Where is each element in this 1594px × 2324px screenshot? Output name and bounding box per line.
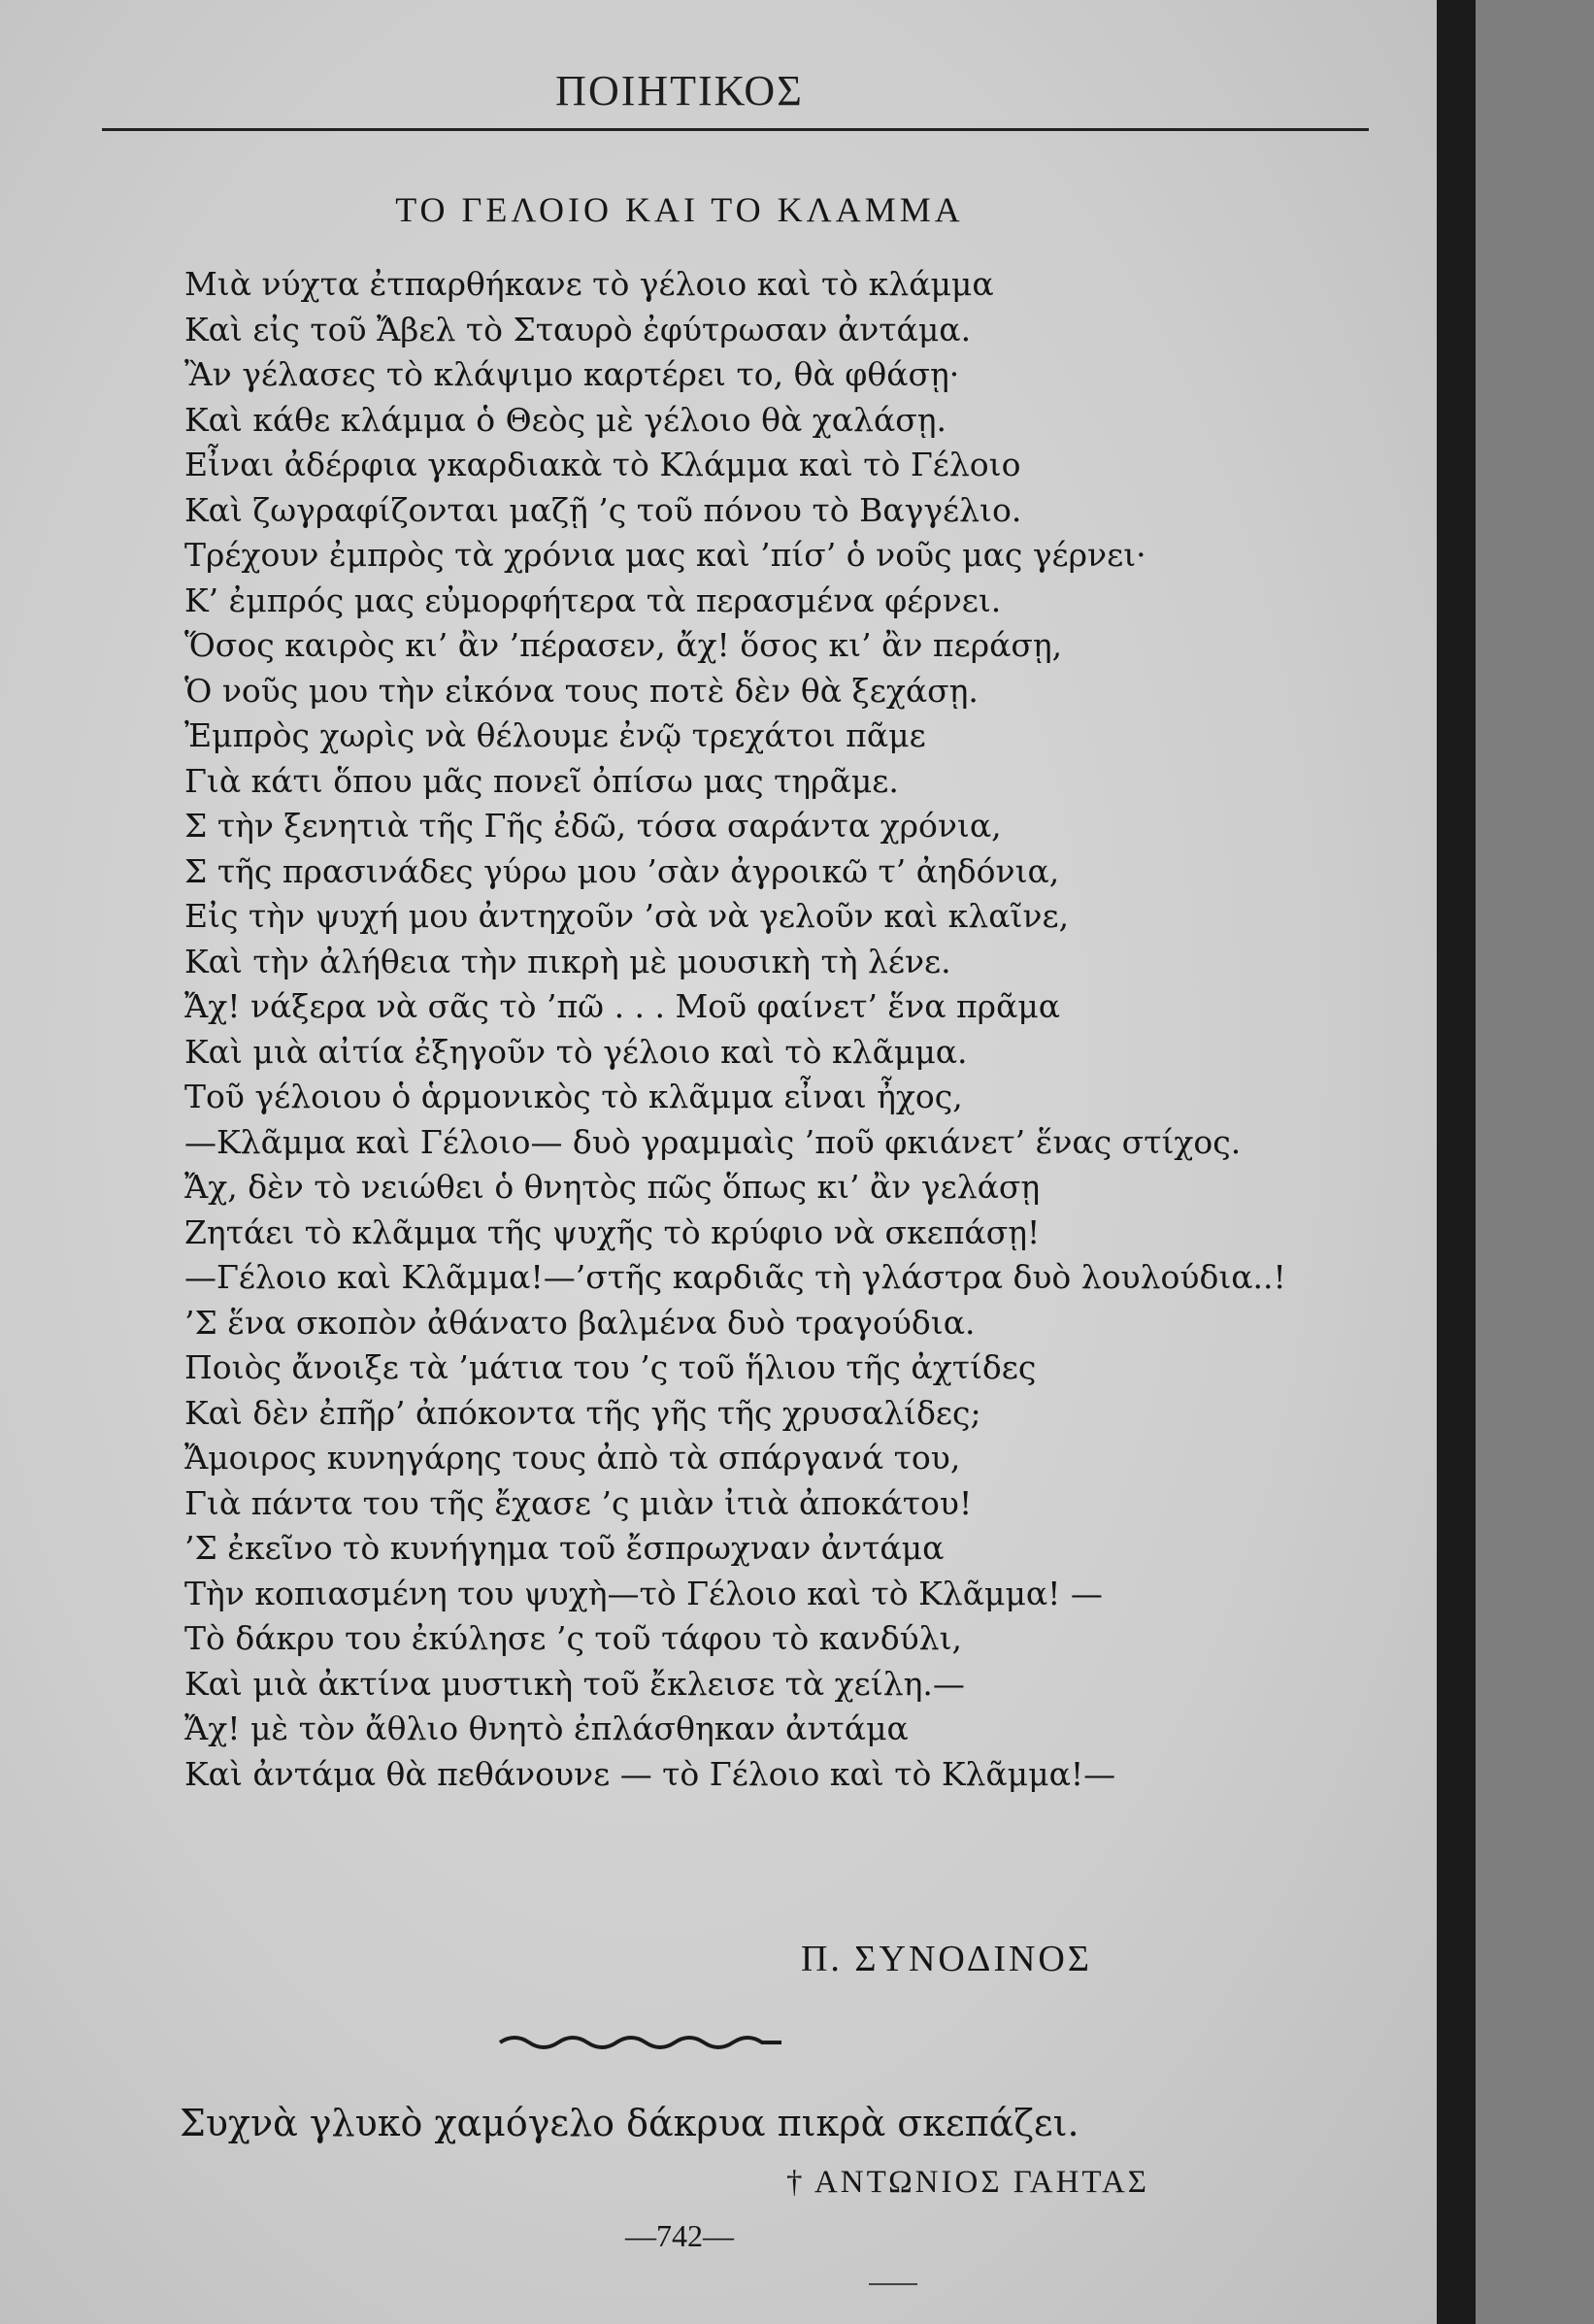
poem-line: Κ’ ἐμπρός μας εὐμορφήτερα τὰ περασμένα φέρνει.	[184, 581, 1002, 619]
poem-line: Γιὰ κάτι ὅπου μᾶς πονεῖ ὀπίσω μας τηρᾶμε.	[184, 761, 899, 800]
bottom-dash	[869, 2283, 917, 2285]
poem-line: Ἂν γέλασες τὸ κλάψιμο καρτέρει το, θὰ φθάσῃ·	[184, 355, 960, 393]
poem-line: Μιὰ νύχτα ἐτπαρθήκανε τὸ γέλοιο καὶ τὸ κλάμμα	[184, 265, 994, 303]
poem-line: Τὸ δάκρυ του ἐκύλησε ’ς τοῦ τάφου τὸ κανδύλι,	[184, 1619, 963, 1657]
poem-line: Ποιὸς ἄνοιξε τὰ ’μάτια του ’ς τοῦ ἥλιου τῆς ἀχτίδες	[184, 1348, 1037, 1386]
poem-line: Ἄχ, δὲν τὸ νειώθει ὁ θνητὸς πῶς ὅπως κι’ ἂν γελάσῃ	[184, 1168, 1041, 1206]
page-number: —742—	[625, 2218, 734, 2253]
poem-line: ’Σ ἐκεῖνο τὸ κυνήγημα τοῦ ἔσπρωχναν ἀντάμα	[184, 1529, 945, 1567]
poem-line: —Κλᾶμμα καὶ Γέλοιο— δυὸ γραμμαὶς ’ποῦ φκιάνετ’ ἕνας στίχος.	[184, 1122, 1242, 1161]
poem-line: Καὶ τὴν ἀλήθεια τὴν πικρὴ μὲ μουσικὴ τὴ λένε.	[184, 942, 951, 980]
poem-line: Καὶ ζωγραφίζονται μαζῇ ’ς τοῦ πόνου τὸ Βαγγέλιο.	[184, 490, 1022, 529]
poem-line: Καὶ ἀντάμα θὰ πεθάνουνε — τὸ Γέλοιο καὶ τὸ Κλᾶμμα!—	[184, 1754, 1116, 1793]
poem-line: Καὶ δὲν ἐπῆρ’ ἀπόκοντα τῆς γῆς τῆς χρυσαλίδες;	[184, 1393, 981, 1432]
poem-line: Εἶναι ἀδέρφια γκαρδιακὰ τὸ Κλάμμα καὶ τὸ Γέλοιο	[184, 446, 1021, 483]
poem-line: Ὅσος καιρὸς κι’ ἂν ’πέρασεν, ἄχ! ὅσος κι’ ἂν περάσῃ,	[184, 626, 1063, 664]
poem-body	[184, 262, 1311, 1797]
poem-title: ΤΟ ΓΕΛΟΙΟ ΚΑΙ ΤΟ ΚΛΑΜΜΑ	[395, 190, 964, 229]
poem-line: Καὶ κάθε κλάμμα ὁ Θεὸς μὲ γέλοιο θὰ χαλάσῃ.	[184, 400, 947, 439]
book-spine-shadow	[1437, 0, 1476, 2324]
running-header: ΠΟΙΗΤΙΚΟΣ	[555, 67, 804, 115]
poem-line: Καὶ εἰς τοῦ Ἄβελ τὸ Σταυρὸ ἐφύτρωσαν ἀντάμα.	[184, 310, 972, 349]
poem-line: Ἐμπρὸς χωρὶς νὰ θέλουμε ἐνῷ τρεχάτοι πᾶμε	[184, 716, 926, 754]
poem-line: Ὁ νοῦς μου τὴν εἰκόνα τους ποτὲ δὲν θὰ ξεχάσῃ.	[184, 671, 979, 710]
poem-line: Τρέχουν ἐμπρὸς τὰ χρόνια μας καὶ ’πίσ’ ὁ νοῦς μας γέρνει·	[184, 536, 1146, 574]
poem-line: Γιὰ πάντα του τῆς ἔχασε ’ς μιὰν ἰτιὰ ἀποκάτου!	[184, 1483, 973, 1522]
poem-line: —Γέλοιο καὶ Κλᾶμμα!—’στῆς καρδιᾶς τὴ γλάστρα δυὸ λουλούδια..!	[184, 1258, 1286, 1296]
poem-line: Ἄχ! νάξερα νὰ σᾶς τὸ ’πῶ . . . Μοῦ φαίνετ’ ἕνα πρᾶμα	[184, 987, 1061, 1025]
poem-line: Ζητάει τὸ κλᾶμμα τῆς ψυχῆς τὸ κρύφιο νὰ σκεπάσῃ!	[184, 1212, 1041, 1251]
ornamental-divider	[495, 2029, 786, 2052]
poem-line: Καὶ μιὰ ἀκτίνα μυστικὴ τοῦ ἔκλεισε τὰ χείλη.—	[184, 1664, 965, 1703]
epigram-author: † ΑΝΤΩΝΙΟΣ ΓΑΗΤΑΣ	[786, 2165, 1149, 2200]
poem-line: Σ τὴν ξενητιὰ τῆς Γῆς ἐδῶ, τόσα σαράντα χρόνια,	[184, 807, 1002, 845]
poem-line: Ἄχ! μὲ τὸν ἄθλιο θνητὸ ἐπλάσθηκαν ἀντάμα	[184, 1710, 909, 1747]
poem-line: ’Σ ἕνα σκοπὸν ἀθάνατο βαλμένα δυὸ τραγούδια.	[184, 1303, 976, 1342]
adjacent-page-edge	[1476, 0, 1594, 2324]
header-rule	[102, 128, 1369, 131]
poem-line: Εἰς τὴν ψυχή μου ἀντηχοῦν ’σὰ νὰ γελοῦν καὶ κλαῖνε,	[184, 897, 1070, 935]
epigram-text: Συχνὰ γλυκὸ χαμόγελο δάκρυα πικρὰ σκεπάζει.	[180, 2102, 1079, 2144]
poem-line: Καὶ μιὰ αἰτία ἐξηγοῦν τὸ γέλοιο καὶ τὸ κλᾶμμα.	[184, 1032, 968, 1071]
poem-line: Τοῦ γέλοιου ὁ ἁρμονικὸς τὸ κλᾶμμα εἶναι ἦχος,	[184, 1078, 963, 1115]
poem-author: Π. ΣΥΝΟΔΙΝΟΣ	[800, 1939, 1092, 1979]
poem-line: Σ τῆς πρασινάδες γύρω μου ’σὰν ἀγροικῶ τ’ ἀηδόνια,	[184, 851, 1060, 890]
poem-line: Τὴν κοπιασμένη του ψυχὴ—τὸ Γέλοιο καὶ τὸ Κλᾶμμα! —	[184, 1574, 1103, 1612]
poem-line: Ἄμοιρος κυνηγάρης τους ἀπὸ τὰ σπάργανά του,	[184, 1439, 961, 1477]
